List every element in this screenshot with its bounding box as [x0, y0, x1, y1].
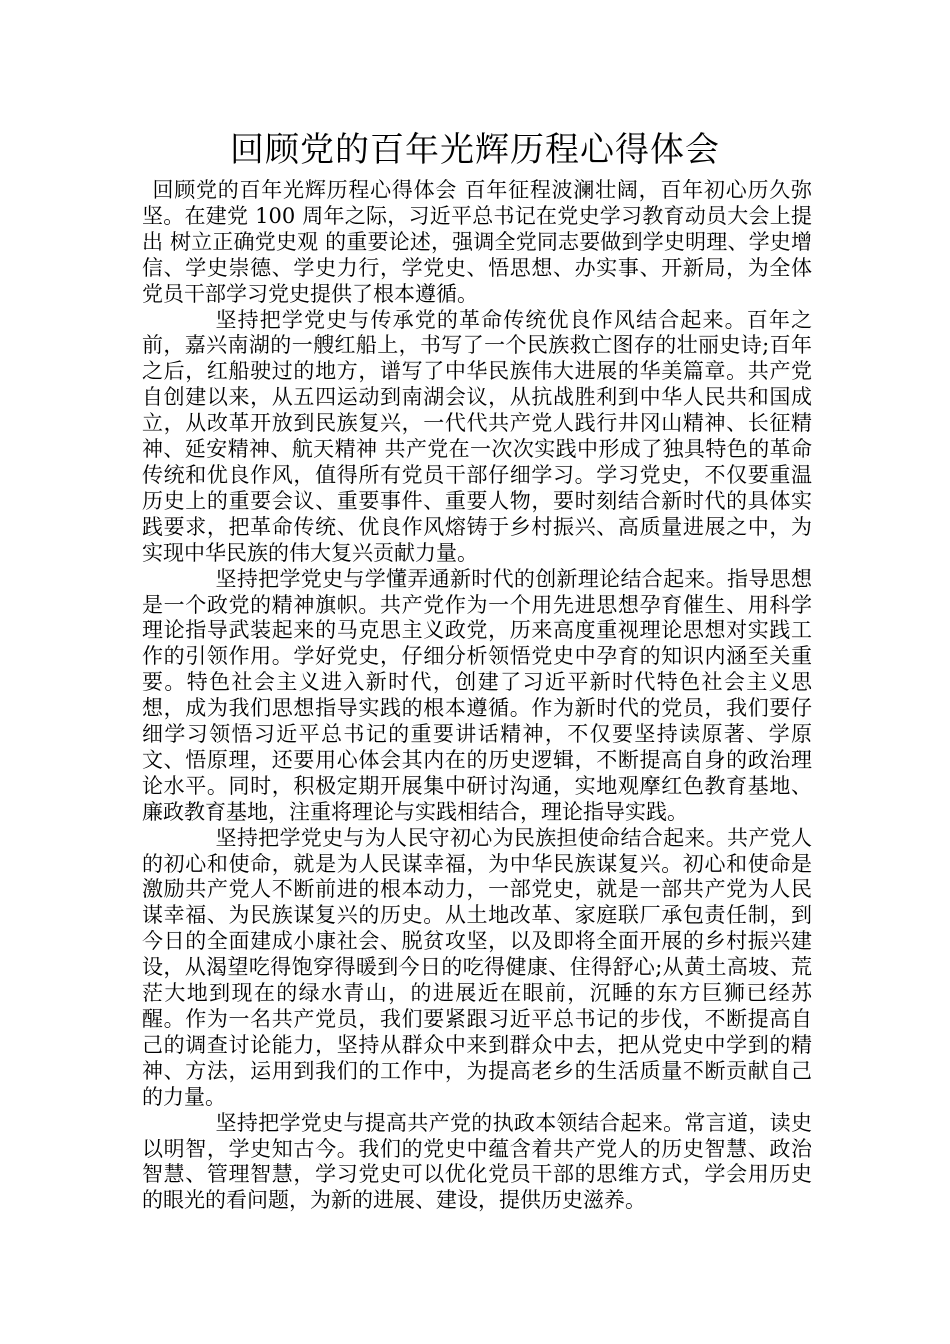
paragraph-mission: 坚持把学党史与为人民守初心为民族担使命结合起来。共产党人的初心和使命，就是为人民谋幸福，为中华民族谋复兴。初心和使命是激励共产党人不断前进的根本动力，一部党史，就是一部共产党为人民谋幸福、为民族谋复兴的历史。从土地改革、家庭联厂承包责任制，到今日的全面建成小康社会、脱贫攻坚，以及即将全面开展的乡村振兴建设，从渴望吃得饱穿得暖到今日的吃得健康、住得舒心;从黄土高坡、荒茫大地到现在的绿水青山，的进展近在眼前，沉睡的东方巨狮已经苏醒。作为一名共产党员，我们要紧跟习近平总书记的步伐，不断提高自己的调查讨论能力，坚持从群众中来到群众中去，把从党史中学到的精神、方法，运用到我们的工作中，为提高老乡的生活质量不断贡献自己的力量。: [142, 825, 812, 1109]
document-title: 回顾党的百年光辉历程心得体会: [230, 130, 720, 170]
document-body: [142, 178, 812, 1214]
paragraph-governance: 坚持把学党史与提高共产党的执政本领结合起来。常言道，读史以明智，学史知古今。我们的党史中蕴含着共产党人的历史智慧、政治智慧、管理智慧，学习党史可以优化党员干部的思维方式，学会用历史的眼光的看问题，为新的进展、建设，提供历史滋养。: [142, 1110, 812, 1213]
paragraph-tradition: 坚持把学党史与传承党的革命传统优良作风结合起来。百年之前，嘉兴南湖的一艘红船上，书写了一个民族救亡图存的壮丽史诗;百年之后，红船驶过的地方，谱写了中华民族伟大进展的华美篇章。共产党自创建以来，从五四运动到南湖会议，从抗战胜利到中华人民共和国成立，从改革开放到民族复兴，一代代共产党人践行井冈山精神、长征精神、延安精神、航天精神 共产党在一次次实践中形成了独具特色的革命传统和优良作风，值得所有党员干部仔细学习。学习党史，不仅要重温历史上的重要会议、重要事件、重要人物，要时刻结合新时代的具体实践要求，把革命传统、优良作风熔铸于乡村振兴、高质量进展之中，为实现中华民族的伟大复兴贡献力量。: [142, 307, 812, 565]
paragraph-theory: 坚持把学党史与学懂弄通新时代的创新理论结合起来。指导思想是一个政党的精神旗帜。共产党作为一个用先进思想孕育催生、用科学理论指导武装起来的马克思主义政党，历来高度重视理论思想对实践工作的引领作用。学好党史，仔细分析领悟党史中孕育的知识内涵至关重要。特色社会主义进入新时代，创建了习近平新时代特色社会主义思想，成为我们思想指导实践的根本遵循。作为新时代的党员，我们要仔细学习领悟习近平总书记的重要讲话精神，不仅要坚持读原著、学原文、悟原理，还要用心体会其内在的历史逻辑，不断提高自身的政治理论水平。同时，积极定期开展集中研讨沟通，实地观摩红色教育基地、廉政教育基地，注重将理论与实践相结合，理论指导实践。: [142, 566, 812, 824]
paragraph-intro: 回顾党的百年光辉历程心得体会 百年征程波澜壮阔，百年初心历久弥坚。在建党 100 周年之际，习近平总书记在党史学习教育动员大会上提出 树立正确党史观 的重要论述，强调全党同志要做到学史明理、学史增信、学史崇德、学史力行，学党史、悟思想、办实事、开新局，为全体党员干部学习党史提供了根本遵循。: [142, 178, 812, 306]
